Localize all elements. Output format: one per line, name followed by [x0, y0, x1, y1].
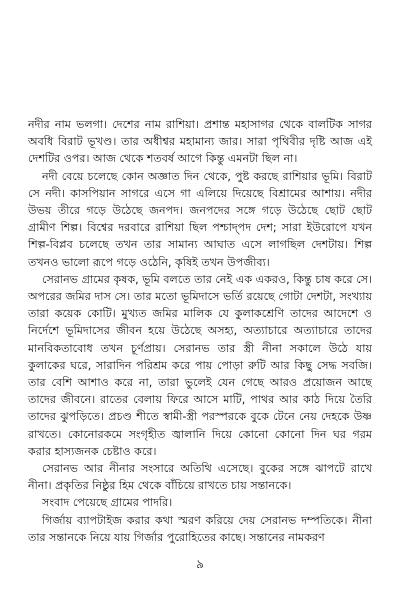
- paragraph-4: সেরানভ আর নীনার সংসারে অতিথি এসেছে। বুকের সঙ্গে ঝাপটে রাখে নীনা। প্রকৃতির নিষ্ঠুর হিম থেকে বাঁচিয়ে রাখতে চায় সন্তানকে।: [28, 462, 372, 493]
- paragraph-5: সংবাদ পেয়েছে গ্রামের পাদরি।: [42, 496, 173, 510]
- book-page-body: [28, 116, 372, 546]
- page-number: ৯: [196, 557, 204, 571]
- paragraph-1: নদীর নাম ভলগা। দেশের নাম রাশিয়া। প্রশান্ত মহাসাগর থেকে বালটিক সাগর অবধি বিরাট ভূখণ্ড। তার অধীশ্বর মহামান্য জার। সারা পৃথিবীর দৃষ্টি আজ এই দেশটির ওপর। আজ থেকে শতবর্ষ আগে কিন্তু এমনটা ছিল না।: [28, 118, 372, 166]
- paragraph-6: গির্জায় ব্যাপটাইজ করার কথা স্মরণ করিয়ে দেয় সেরানভ দম্পতিকে। নীনা তার সন্তানকে নিয়ে যায় গির্জার পুরোহিতের কাছে। সন্তানের নামকরণ: [28, 513, 372, 544]
- paragraph-2: নদী বেয়ে চলেছে কোন অজ্ঞাত দিন থেকে, পুষ্ট করছে রাশিয়ার ভূমি। বিরাট সে নদী। কাসপিয়ান সাগরে এসে গা এলিয়ে দিয়েছে বিশ্রামের আশায়। নদীর উভয় তীরে গড়ে উঠেছে জনপদ। জনপদের সঙ্গে গড়ে উঠেছে ছোট ছোট গ্রামীণ শিল্প। বিশ্বের দরবারে রাশিয়া ছিল পশ্চাদ্‌পদ দেশ; সারা ইউরোপে যখন শিল্প-বিপ্লব চলেছে তখন তার সামান্য আঘাত এসে লাগছিল দেশটায়। শিল্প তখনও ভালো রূপে গড়ে ওঠেনি, কৃষিই তখন উপজীব্য।: [28, 169, 372, 269]
- paragraph-3: সেরানভ গ্রামের কৃষক, ভূমি বলতে তার নেই এক একরও, কিন্তু চাষ করে সে। অপরের জমির দাস সে। তার মতো ভূমিদাসে ভর্তি রয়েছে গোটা দেশটা, সংখ্যায় তারা কয়েক কোটি। মুখ্যত জমির মালিক যে কুলাকশ্রেণি তাদের আদেশে ও নির্দেশে ভূমিদাসের জীবন হয়ে উঠেছে অসহ্য, অত্যাচারে অত্যাচারে তাদের মানবিকতাবোধ তখন চূর্ণপ্রায়। সেরানভ তার স্ত্রী নীনা সকালে উঠে যায় কুলাকের ঘরে, সারাদিন পরিশ্রম করে পায় পোড়া রুটি আর কিছু সেদ্ধ সবজি। তার বেশি আশাও করে না, তারা ভুলেই যেন গেছে আরও প্রয়োজন আছে তাদের জীবনে। রাতের বেলায় ফিরে আসে মাটি, পাথর আর কাঠ দিয়ে তৈরি তাদের ঝুপড়িতে। প্রচণ্ড শীতে স্বামী-স্ত্রী পরস্পরকে বুকে টেনে নেয় দেহকে উষ্ণ রাখতে। কোনোরকমে সংগৃহীত জ্বালানি দিয়ে কোনো কোনো দিন ঘর গরম করার হাস্যজনক চেষ্টাও করে।: [28, 272, 372, 458]
